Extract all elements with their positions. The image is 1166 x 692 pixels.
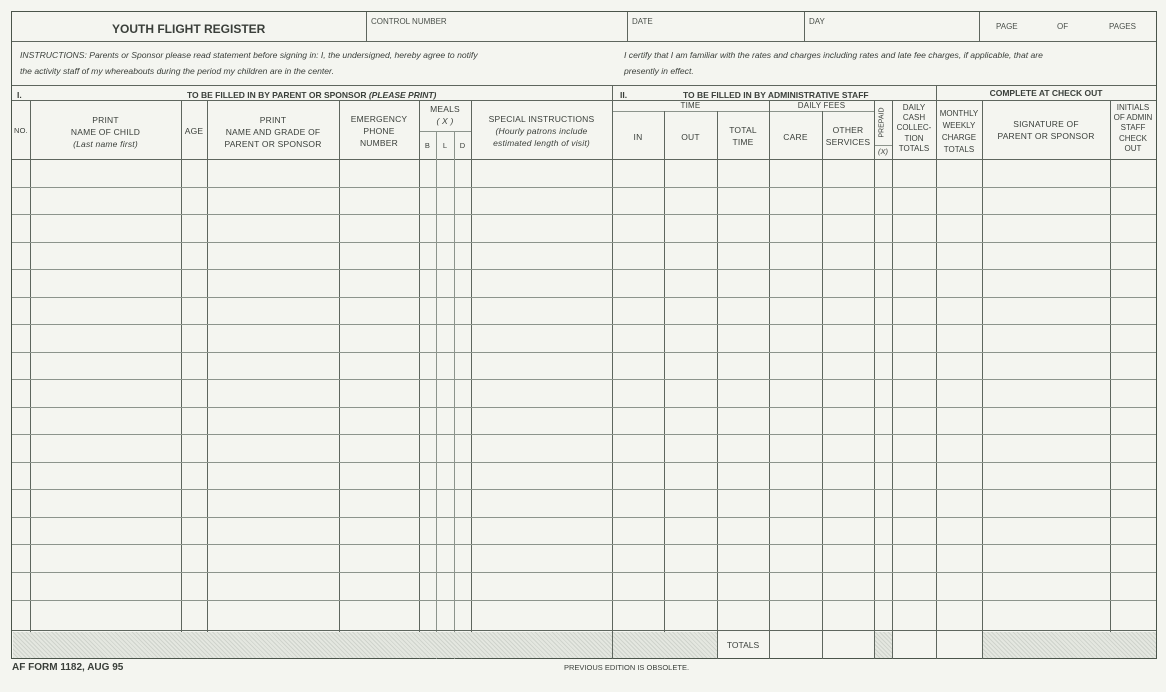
form-id: AF FORM 1182, AUG 95 [12, 662, 124, 673]
col-meal-b-header: B [424, 141, 431, 150]
section-one-title: TO BE FILLED IN BY PARENT OR SPONSOR (PLEASE PRINT) [187, 90, 437, 100]
col-cash-totals-header: DAILY CASH COLLEC- TION TOTALS [896, 103, 932, 153]
register-row[interactable] [13, 408, 1155, 434]
register-row[interactable] [13, 353, 1155, 379]
certify-line-1: I certify that I am familiar with the rates and charges including rates and late fee charges, if applicable, that are [624, 50, 1043, 60]
totals-shaded-prepaid [875, 632, 892, 658]
col-monthly-header: MONTHLY WEEKLY CHARGE TOTALS [939, 109, 979, 154]
col-meal-l-header: L [442, 141, 448, 150]
totals-label: TOTALS [726, 640, 760, 650]
col-signature-header: SIGNATURE OF PARENT OR SPONSOR [997, 119, 1095, 141]
totals-other-services-field[interactable] [823, 632, 874, 658]
control-number-label: CONTROL NUMBER [371, 17, 447, 26]
page-number-field[interactable] [1028, 16, 1054, 36]
col-other-services-header: OTHER SERVICES [825, 125, 871, 147]
totals-shaded-left [13, 632, 612, 658]
day-field[interactable] [805, 12, 978, 41]
col-out-header: OUT [681, 132, 700, 142]
total-pages-field[interactable] [1075, 16, 1105, 36]
of-label: OF [1057, 22, 1069, 31]
register-row[interactable] [13, 601, 1155, 630]
register-row[interactable] [13, 490, 1155, 517]
register-row[interactable] [13, 545, 1155, 572]
totals-care-field[interactable] [770, 632, 822, 658]
register-row[interactable] [13, 270, 1155, 297]
col-no-header: NO. [14, 126, 28, 135]
register-row[interactable] [13, 160, 1155, 187]
register-row[interactable] [13, 188, 1155, 214]
register-row[interactable] [13, 463, 1155, 489]
register-row[interactable] [13, 298, 1155, 324]
register-row[interactable] [13, 325, 1155, 352]
page-label: PAGE [996, 22, 1018, 31]
totals-shaded-time [613, 632, 717, 658]
control-number-field[interactable] [367, 12, 626, 41]
col-care-header: CARE [783, 132, 808, 142]
col-meals-header: MEALS ( X ) [430, 104, 460, 126]
register-row[interactable] [13, 215, 1155, 242]
register-row[interactable] [13, 380, 1155, 407]
section-two-title: TO BE FILLED IN BY ADMINISTRATIVE STAFF [683, 90, 869, 100]
col-child-header: PRINT NAME OF CHILD (Last name first) [70, 115, 141, 149]
totals-monthly-charge-field[interactable] [937, 632, 982, 658]
section-two-number: II. [620, 90, 628, 100]
checkout-section-title: COMPLETE AT CHECK OUT [989, 88, 1103, 98]
col-prepaid-header: PREPAID [878, 107, 886, 138]
col-special-header: SPECIAL INSTRUCTIONS (Hourly patrons include estimated length of visit) [488, 114, 595, 148]
register-row[interactable] [13, 435, 1155, 462]
col-meal-d-header: D [459, 141, 466, 150]
form-title: YOUTH FLIGHT REGISTER [112, 22, 266, 36]
register-row[interactable] [13, 243, 1155, 269]
daily-fees-group-header: DAILY FEES [797, 101, 846, 110]
register-row[interactable] [13, 573, 1155, 600]
col-total-time-header: TOTAL TIME [729, 125, 757, 147]
instructions-line-1: INSTRUCTIONS: Parents or Sponsor please read statement before signing in: I, the undersigned, hereby agree to notify [20, 50, 478, 60]
day-label: DAY [809, 17, 825, 26]
col-initials-header: INITIALS OF ADMIN STAFF CHECK OUT [1113, 103, 1153, 153]
totals-cash-collection-field[interactable] [893, 632, 936, 658]
register-row[interactable] [13, 518, 1155, 544]
time-group-header: TIME [680, 101, 701, 110]
col-phone-header: EMERGENCY PHONE NUMBER [350, 114, 408, 148]
pages-label: PAGES [1109, 22, 1136, 31]
col-in-header: IN [633, 132, 643, 142]
col-age-header: AGE [184, 126, 204, 136]
date-label: DATE [632, 17, 653, 26]
instructions-line-2: the activity staff of my whereabouts during the period my children are in the center. [20, 66, 334, 76]
col-prepaid-x: (X) [878, 147, 888, 156]
totals-shaded-right [983, 632, 1156, 658]
certify-line-2: presently in effect. [624, 66, 694, 76]
date-field[interactable] [628, 12, 803, 41]
section-one-number: I. [17, 90, 22, 100]
col-parent-header: PRINT NAME AND GRADE OF PARENT OR SPONSOR [224, 115, 322, 149]
edition-note: PREVIOUS EDITION IS OBSOLETE. [564, 663, 690, 672]
